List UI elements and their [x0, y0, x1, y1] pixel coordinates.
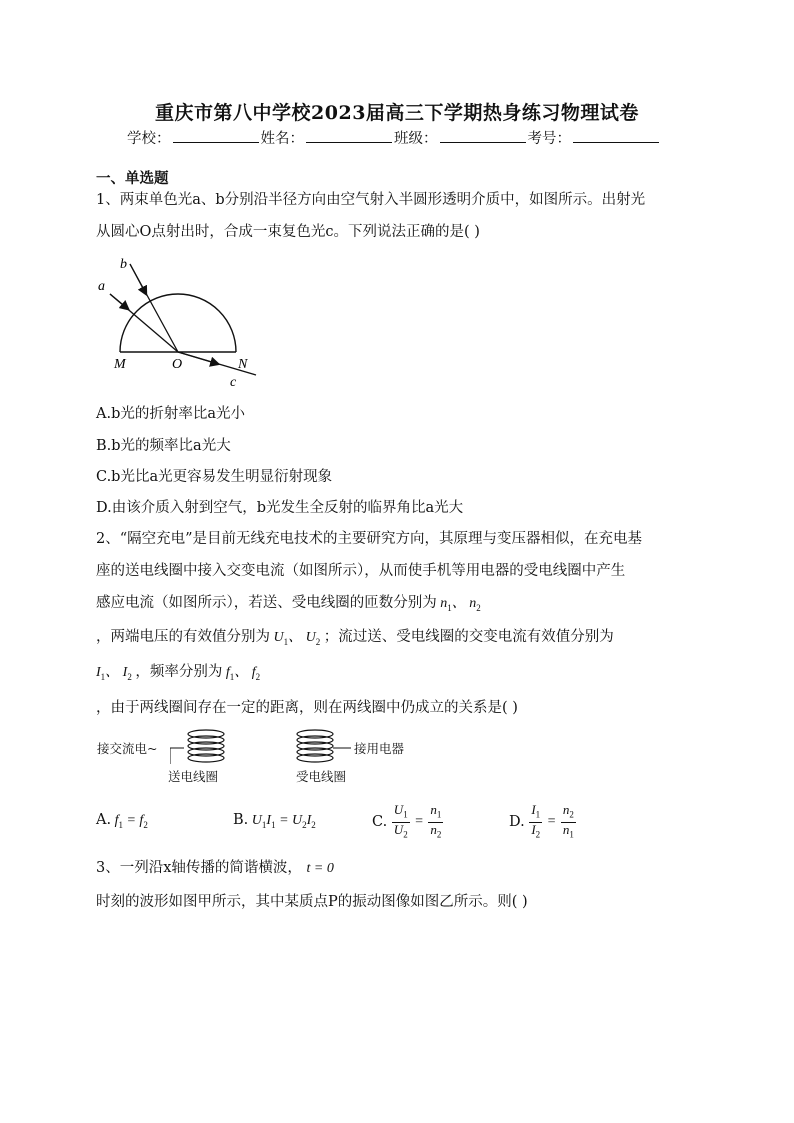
- q1-option-b[interactable]: B.b光的频率比a光大: [96, 438, 231, 454]
- q1-stem-line1: 1、两束单色光a、b分别沿半径方向由空气射入半圆形透明介质中，如图所示。出射光: [96, 192, 646, 208]
- label-M: M: [114, 357, 126, 372]
- school-label: 学校：: [127, 131, 171, 147]
- q2-stem-line1: 2、“隔空充电”是目前无线充电技术的主要研究方向，其原理与变压器相似，在充电基: [96, 531, 643, 547]
- sending-coil-icon: [170, 728, 240, 768]
- class-label: 班级：: [394, 131, 438, 147]
- name-blank[interactable]: [306, 130, 392, 143]
- label-b: b: [120, 257, 127, 272]
- q2-stem-line5: $I_1$、 $I_2$ ，频率分别为 $f_1$、 $f_2$: [96, 664, 261, 682]
- semicircle-arc: [120, 294, 236, 352]
- q1-option-d[interactable]: D.由该介质入射到空气，b光发生全反射的临界角比a光大: [96, 500, 464, 516]
- name-label: 姓名：: [260, 131, 304, 147]
- class-blank[interactable]: [440, 130, 526, 143]
- label-O: O: [172, 357, 183, 372]
- q3-stem-line1: 3、一列沿x轴传播的简谐横波， t = 0: [96, 860, 334, 876]
- receiving-coil-caption: 受电线圈: [296, 769, 347, 784]
- q1-option-a[interactable]: A.b光的折射率比a光小: [96, 406, 246, 422]
- q2-option-d[interactable]: D. $\frac{I_1}{I_2}$ = $\frac{n_2}{n_1}$: [509, 802, 574, 840]
- q2-option-a[interactable]: A. $f_1 = f_2$: [96, 812, 148, 830]
- q1-stem-line2: 从圆心O点射出时，合成一束复色光c。下列说法正确的是( ): [96, 224, 480, 240]
- q1-option-c[interactable]: C.b光比a光更容易发生明显衍射现象: [96, 469, 333, 485]
- q3-stem-line2: 时刻的波形如图甲所示，其中某质点P的振动图像如图乙所示。则( ): [96, 894, 528, 910]
- q2-stem-line3: 感应电流（如图所示），若送、受电线圈的匝数分别为 $n_1$、 $n_2$: [96, 595, 481, 613]
- q2-stem-line6: ，由于两线圈间存在一定的距离，则在两线圈中仍成立的关系是( ): [96, 700, 518, 716]
- number-blank[interactable]: [573, 130, 659, 143]
- coil-source-label: 接交流电~: [97, 741, 158, 756]
- sending-coil-caption: 送电线圈: [168, 769, 219, 784]
- q2-option-c[interactable]: C. $\frac{U_1}{U_2}$ = $\frac{n_1}{n_2}$: [372, 802, 442, 840]
- label-a: a: [98, 279, 105, 294]
- receiving-coil-icon: [285, 728, 355, 768]
- q1-semicircle-diagram: [90, 250, 270, 390]
- page-title: 重庆市第八中学校2023届高三下学期热身练习物理试卷: [155, 102, 639, 124]
- student-info-line: [127, 127, 661, 148]
- q2-option-b[interactable]: B. $U_1I_1 = U_2I_2$: [233, 812, 316, 830]
- section-heading: 一、单选题: [96, 170, 169, 187]
- q2-stem-line4: ，两端电压的有效值分别为 $U_1$、 $U_2$ ；流过送、受电线圈的交变电流有效值分别为: [96, 629, 614, 647]
- q2-stem-line2: 座的送电线圈中接入交变电流（如图所示），从而使手机等用电器的受电线圈中产生: [96, 563, 626, 579]
- label-c: c: [230, 375, 237, 390]
- school-blank[interactable]: [173, 130, 259, 143]
- label-N: N: [238, 357, 248, 372]
- coil-load-label: 接用电器: [354, 741, 405, 756]
- number-label: 考号：: [527, 131, 571, 147]
